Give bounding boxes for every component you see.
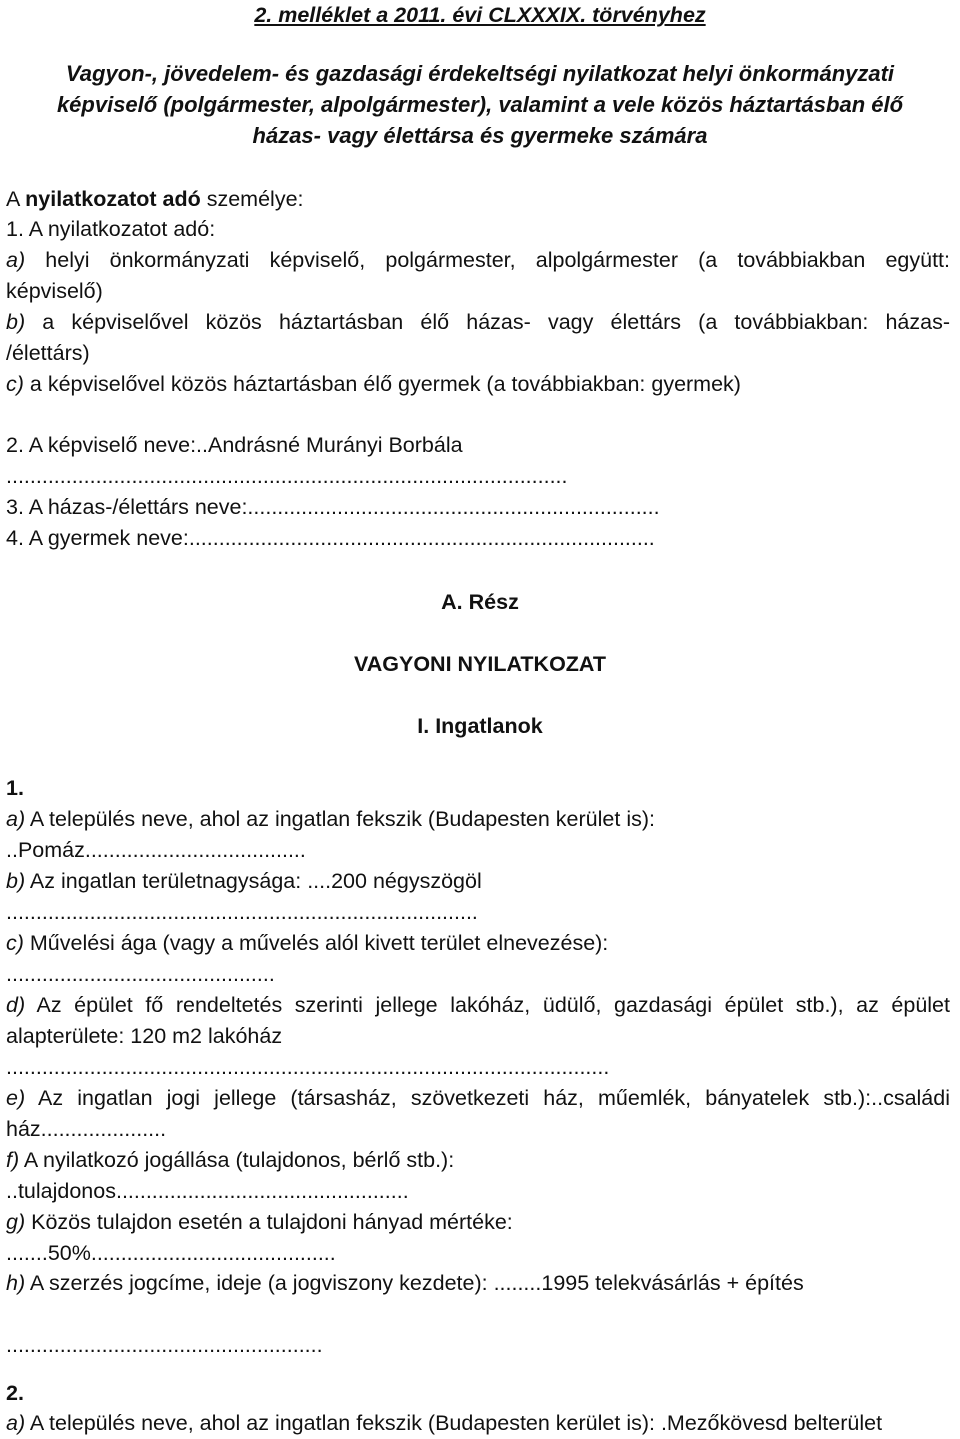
property-1-e-cont: ház..................... — [6, 1117, 167, 1141]
option-text: a képviselővel közös háztartásban élő gyermek (a továbbiakban: gyermek) — [23, 372, 741, 396]
field-label: A nyilatkozó jogállása (tulajdonos, bérlő stb.): — [19, 1148, 455, 1172]
field-label: Közös tulajdon esetén a tulajdoni hányad mértéke: — [25, 1210, 513, 1234]
property-1-number: 1. — [6, 776, 24, 800]
declarant-intro — [6, 184, 950, 215]
annex-header: 2. melléklet a 2011. évi CLXXXIX. törvényhez — [254, 3, 706, 27]
declarant-option-a-cont: képviselő) — [6, 279, 103, 303]
field-marker: a) — [6, 1411, 26, 1435]
representative-name: 2. A képviselő neve:..Andrásné Murányi Borbála — [6, 433, 463, 457]
intro-rest-text: személye: — [200, 187, 304, 211]
field-label: Az ingatlan jogi jellege (társasház, szövetkezeti ház, műemlék, bányatelek stb.):..családi — [25, 1086, 950, 1110]
option-text: a képviselővel közös háztartásban élő házas- vagy élettárs (a továbbiakban: házas- — [25, 310, 950, 334]
property-1-g — [6, 1207, 950, 1238]
document-title-line-3: házas- vagy élettársa és gyermeke számára — [252, 123, 708, 148]
property-1-b-dots: ............................................................................... — [6, 900, 478, 924]
property-1-e — [6, 1083, 950, 1114]
field-marker: a) — [6, 807, 26, 831]
field-marker: g) — [6, 1210, 26, 1234]
declarant-item-1: 1. A nyilatkozatot adó: — [6, 217, 216, 241]
subsection-heading: I. Ingatlanok — [417, 714, 543, 738]
spouse-name: 3. A házas-/élettárs neve:..................................................................... — [6, 495, 660, 519]
declarant-option-b-cont: /élettárs) — [6, 341, 90, 365]
intro-text: A — [6, 187, 26, 211]
property-1-b — [6, 866, 950, 897]
document-title-line-2: képviselő (polgármester, alpolgármester), valamint a vele közös háztartásban élő — [56, 92, 904, 117]
field-label: Az ingatlan területnagysága: ....200 négyszögöl — [25, 869, 482, 893]
property-1-c-value: ............................................. — [6, 962, 275, 986]
section-a-heading: A. Rész — [441, 590, 519, 614]
field-label: A település neve, ahol az ingatlan fekszik (Budapesten kerület is): — [25, 807, 655, 831]
property-1-c — [6, 928, 950, 959]
property-1-f-value: ..tulajdonos................................................. — [6, 1179, 409, 1203]
document-title-line-1: Vagyon-, jövedelem- és gazdasági érdekeltségi nyilatkozat helyi önkormányzati — [65, 61, 895, 86]
field-label: A szerzés jogcíme, ideje (a jogviszony kezdete): ........1995 telekvásárlás + építés — [25, 1271, 804, 1295]
option-marker: a) — [6, 248, 26, 272]
field-marker: d) — [6, 993, 26, 1017]
option-marker: b) — [6, 310, 26, 334]
field-marker: h) — [6, 1271, 26, 1295]
property-1-d-dots: ..................................................................................................... — [6, 1055, 610, 1079]
declarant-option-b — [6, 307, 950, 338]
property-1-a — [6, 804, 950, 835]
property-1-d-cont: alapterülete: 120 m2 lakóház — [6, 1024, 283, 1048]
option-marker: c) — [6, 372, 24, 396]
property-2-number: 2. — [6, 1381, 24, 1405]
property-1-h — [6, 1268, 950, 1299]
field-label: Az épület fő rendeltetés szerinti jellege lakóház, üdülő, gazdasági épület stb.), az épület — [25, 993, 950, 1017]
field-label: A település neve, ahol az ingatlan fekszik (Budapesten kerület is): .Mezőkövesd belterület — [25, 1411, 883, 1435]
property-1-g-value: .......50%......................................... — [6, 1241, 336, 1265]
field-marker: b) — [6, 869, 26, 893]
field-label: Művelési ága (vagy a művelés alól kivett terület elnevezése): — [23, 931, 609, 955]
property-1-d — [6, 990, 950, 1021]
property-1-h-dots: ..................................................... — [6, 1333, 323, 1357]
field-marker: e) — [6, 1086, 26, 1110]
property-1-f — [6, 1145, 950, 1176]
field-marker: c) — [6, 931, 24, 955]
field-marker: f) — [6, 1148, 20, 1172]
intro-bold-text: nyilatkozatot adó — [25, 187, 201, 211]
declarant-option-a — [6, 245, 950, 276]
property-2-a — [6, 1408, 950, 1439]
section-title: VAGYONI NYILATKOZAT — [353, 652, 607, 676]
child-name: 4. A gyermek neve:.............................................................................. — [6, 526, 655, 550]
property-1-a-value: ..Pomáz..................................... — [6, 838, 306, 862]
option-text: helyi önkormányzati képviselő, polgármester, alpolgármester (a továbbiakban együtt: — [25, 248, 950, 272]
representative-name-dots: .............................................................................................. — [6, 464, 568, 488]
declarant-option-c — [6, 369, 950, 400]
